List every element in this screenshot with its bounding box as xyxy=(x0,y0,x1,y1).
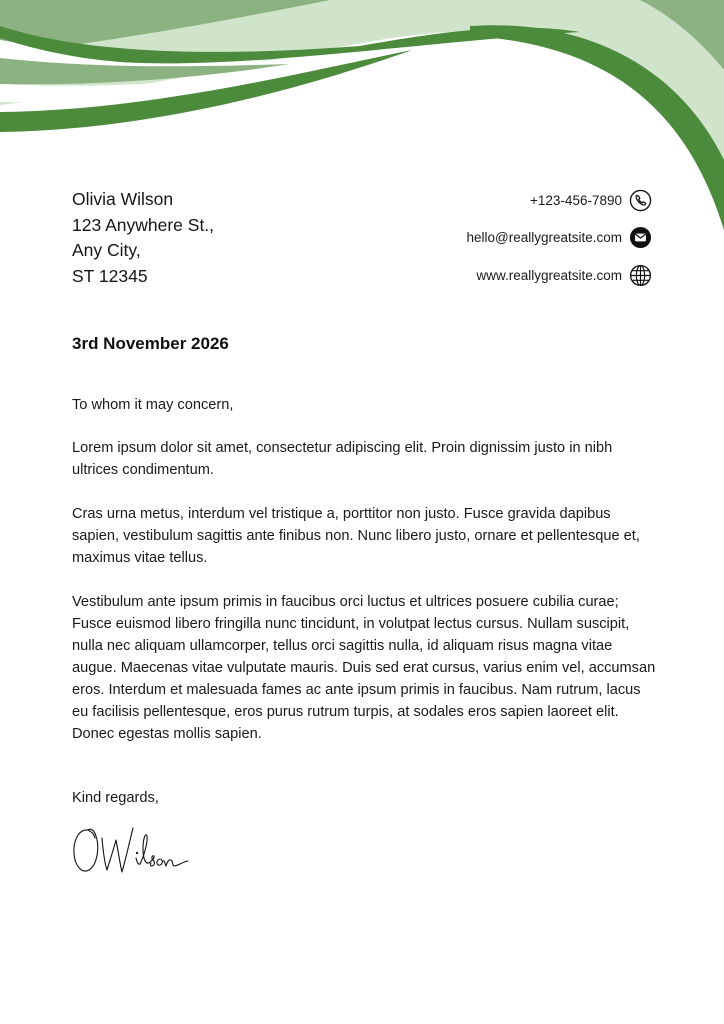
sender-name: Olivia Wilson xyxy=(72,189,174,209)
sender-address-line3: ST 12345 xyxy=(72,265,148,286)
contact-email: hello@reallygreatsite.com xyxy=(466,230,622,245)
contact-phone: +123-456-7890 xyxy=(530,192,622,208)
signature-image xyxy=(70,820,205,882)
letter-paragraph-2: Cras urna metus, interdum vel tristique a, porttitor non justo. Fusce gravida dapibus sapien, vestibulum sagittis ante finibus non. Nunc libero justo, ornare et pellentesque et, maximus vitae tellus. xyxy=(72,506,640,566)
contact-block xyxy=(466,187,652,300)
letter-paragraph-3: Vestibulum ante ipsum primis in faucibus orci luctus et ultrices posuere cubilia curae; Fusce euismod libero fringilla nunc tincidunt, in volutpat lectus cursus. Nullam suscipit, nulla nec aliquam ullamcorper, tellus orci sagittis nulla, id aliquam risus magna vitae augue. Maecenas vitae vulputate mauris. Duis sed erat cursus, varius enim vel, accumsan eros. Interdum et malesuada fames ac ante ipsum primis in faucibus. Nam rutrum, lacus eu facilisis pellentesque, eros purus rutrum turpis, at sodales eros sapien laoreet elit. Donec egestas mollis sapien. xyxy=(72,594,656,742)
letter-closing: Kind regards, xyxy=(72,790,159,806)
contact-phone-row xyxy=(466,187,652,213)
phone-icon xyxy=(629,189,652,212)
sender-address-block xyxy=(72,187,214,289)
contact-website: www.reallygreatsite.com xyxy=(476,267,622,283)
contact-website-row xyxy=(466,262,652,288)
mail-icon xyxy=(629,226,652,249)
letter-date: 3rd November 2026 xyxy=(72,334,229,353)
contact-email-row xyxy=(466,225,652,251)
globe-icon xyxy=(629,264,652,287)
letter-paragraph-1: Lorem ipsum dolor sit amet, consectetur adipiscing elit. Proin dignissim justo in nibh ultrices condimentum. xyxy=(72,440,613,478)
sender-address-line1: 123 Anywhere St., xyxy=(72,214,215,235)
sender-address-line2: Any City, xyxy=(72,240,141,260)
letter-greeting: To whom it may concern, xyxy=(72,397,234,413)
